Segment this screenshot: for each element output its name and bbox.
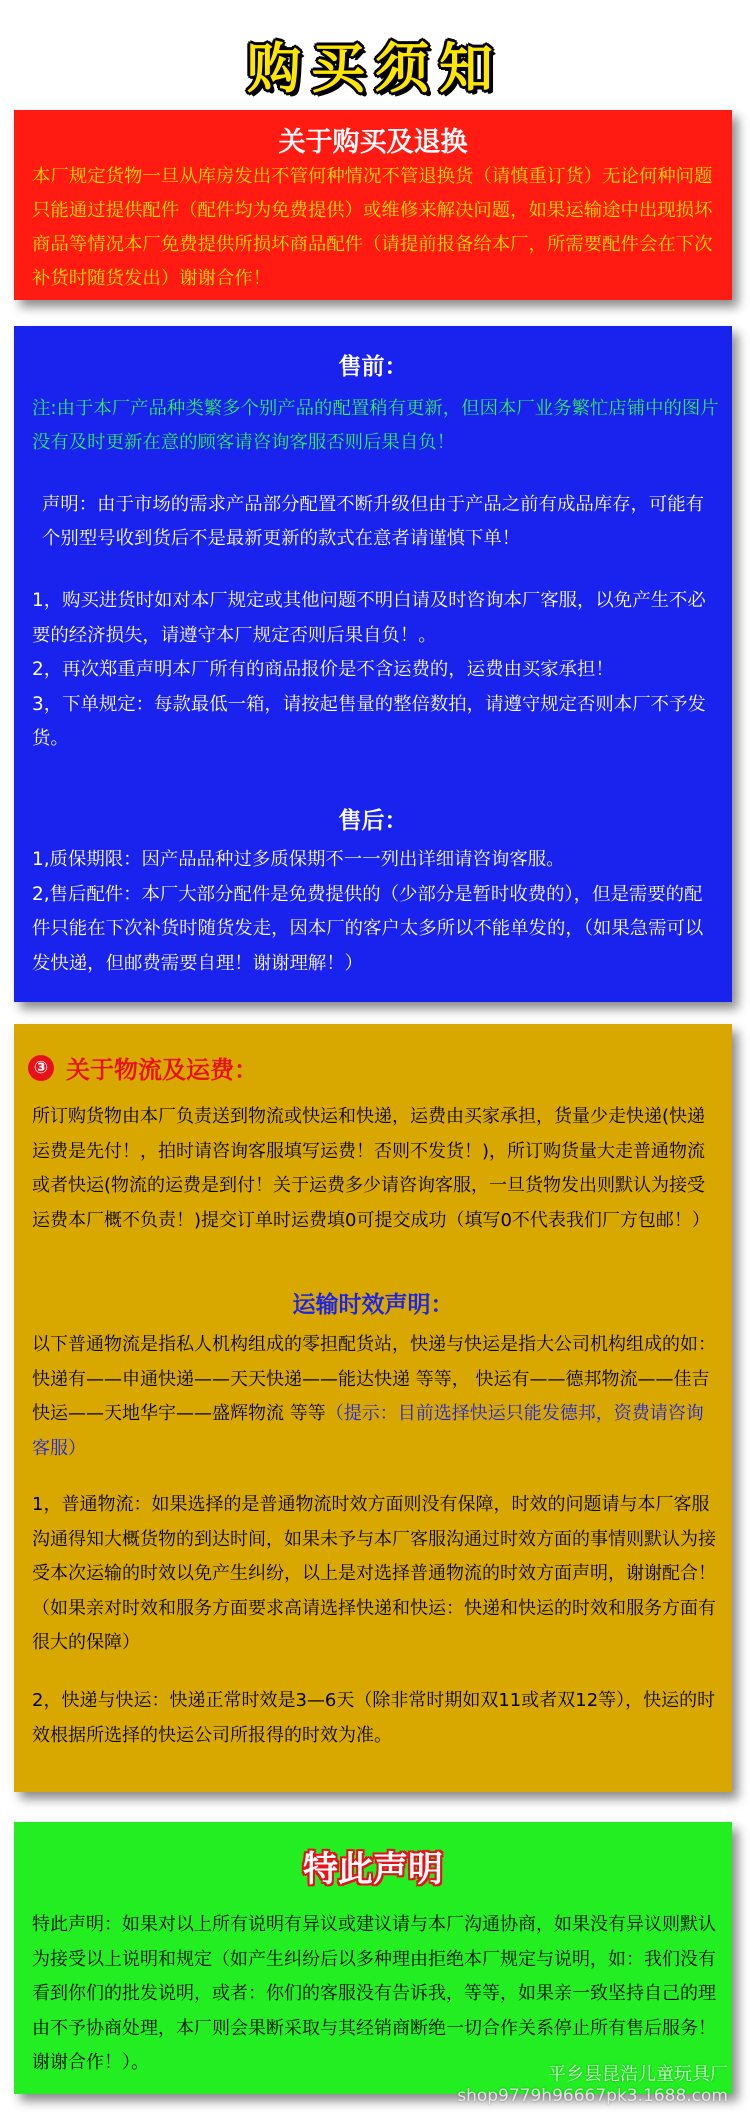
aftersale-heading: 售后： (338, 808, 408, 834)
transit-hint: （提示：目前选择快运只能发德邦，资费请咨询客服） (32, 1403, 704, 1459)
presale-list (32, 584, 720, 757)
list-item: 1,质保期限：因产品品种过多质保期不一一列出详细请咨询客服。 (32, 849, 565, 870)
transit-item-1: 1，普通物流：如果选择的是普通物流时效方面则没有保障，时效的问题请与本厂客服沟通得知大概货物的到达时间，如果未予与本厂客服沟通过时效方面的事情则默认为接受本次运输的时效以免产生纠纷，以上是对选择普通物流的时效方面声明，谢谢配合！（如果亲对时效和服务方面要求高请选择快递和快运：快递和快运的时效和服务方面有很大的保障） (32, 1494, 716, 1653)
section-number-badge: ③ (28, 1055, 54, 1081)
aftersale-list (32, 843, 720, 981)
presale-note: 注:由于本厂产品种类繁多个别产品的配置稍有更新，但因本厂业务繁忙店铺中的图片没有及时更新在意的顾客请咨询客服否则后果自负！ (32, 398, 719, 453)
transit-item-2: 2，快递与快运：快递正常时效是3—6天（除非常时期如双11或者双12等），快运的时效根据所选择的快运公司所报得的时效为准。 (32, 1690, 716, 1746)
transit-intro: 以下普通物流是指私人机构组成的零担配货站，快递与快运是指大公司机构组成的如：快递有——申通快递——天天快递——能达快递 等等， 快运有——德邦物流——佳吉快运——天地华宇——盛辉物流 等等 (32, 1334, 716, 1424)
special-statement-panel (14, 1822, 732, 2094)
list-item: 1，购买进货时如对本厂规定或其他问题不明白请及时咨询本厂客服，以免产生不必要的经济损失，请遵守本厂规定否则后果自负！。 (32, 590, 706, 646)
transit-heading: 运输时效声明： (292, 1292, 454, 1318)
special-heading: 特此声明 (302, 1850, 443, 1890)
presale-statement: 声明：由于市场的需求产品部分配置不断升级但由于产品之前有成品库存，可能有个别型号收到货后不是最新更新的款式在意者请谨慎下单！ (42, 494, 705, 549)
list-item: 2,售后配件：本厂大部分配件是免费提供的（少部分是暂时收费的），但是需要的配件只能在下次补货时随货发走，因本厂的客户太多所以不能单发的，（如果急需可以发快递，但邮费需要自理！谢谢理解！） (32, 883, 704, 974)
special-body: 特此声明：如果对以上所有说明有异议或建议请与本厂沟通协商，如果没有异议则默认为接受以上说明和规定（如产生纠纷后以多种理由拒绝本厂规定与说明，如：我们没有看到你们的批发说明，或者：你们的客服没有告诉我，等等，如果亲一致坚持自己的理由不予协商处理，本厂则会果断采取与其经销商断绝一切合作关系停止所有售后服务！谢谢合作！）。 (32, 1914, 716, 2073)
list-item: 2，再次郑重声明本厂所有的商品报价是不含运费的，运费由买家承担！ (32, 659, 614, 680)
logistics-heading-row (28, 1050, 258, 1085)
presale-heading: 售前： (338, 354, 408, 380)
shop-url-watermark: shop9779h96667pk3.1688.com (457, 2086, 728, 2106)
return-policy-panel (14, 110, 732, 300)
return-policy-heading: 关于购买及退换 (278, 127, 468, 158)
logistics-body: 所订购货物由本厂负责送到物流或快运和快递，运费由买家承担，货量少走快递(快递运费是先付！，拍时请咨询客服填写运费！否则不发货！)，所订购货量大走普通物流或者快运(物流的运费是到付！关于运费多少请咨询客服，一旦货物发出则默认为接受运费本厂概不负责！)提交订单时运费填0可提交成功（填写0不代表我们厂方包邮！） (32, 1106, 710, 1231)
shop-name-watermark: 平乡县昆浩儿童玩具厂 (548, 2064, 728, 2085)
presale-aftersale-panel (14, 326, 732, 1002)
logistics-heading: 关于物流及运费： (66, 1056, 258, 1084)
transit-intro-block (32, 1328, 720, 1466)
list-item: 3，下单规定：每款最低一箱，请按起售量的整倍数拍，请遵守规定否则本厂不予发货。 (32, 693, 706, 749)
page-title: 购买须知 (247, 37, 503, 100)
return-policy-body: 本厂规定货物一旦从库房发出不管何种情况不管退换货（请慎重订货）无论何种问题只能通过提供配件（配件均为免费提供）或维修来解决问题，如果运输途中出现损坏商品等情况本厂免费提供所损坏商品配件（请提前报备给本厂，所需要配件会在下次补货时随货发出）谢谢合作！ (32, 166, 713, 289)
logistics-panel (14, 1024, 732, 1792)
